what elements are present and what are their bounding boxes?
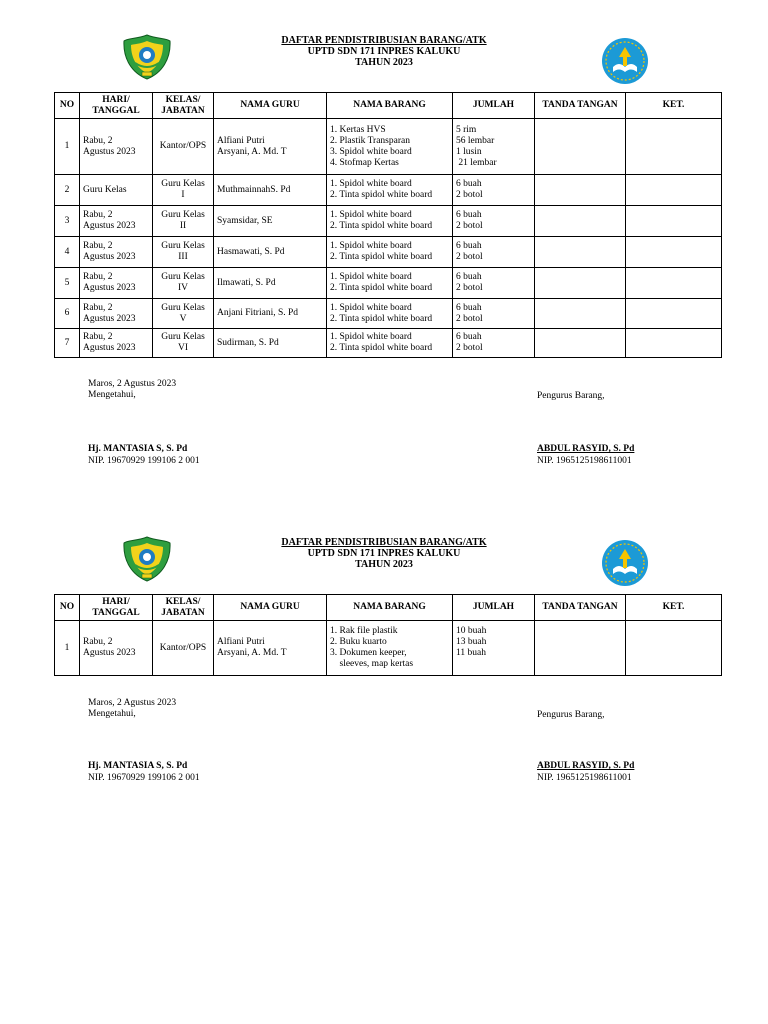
headmaster-nip: NIP. 19670929 199106 2 001	[88, 773, 200, 783]
cell-guru: MuthmainnahS. Pd	[214, 175, 327, 206]
cell-date: Rabu, 2 Agustus 2023	[80, 119, 153, 175]
cell-qty: 6 buah 2 botol	[453, 299, 535, 329]
distribution-table-1	[54, 92, 722, 358]
cell-kelas: Guru Kelas II	[153, 206, 214, 237]
custodian-nip: NIP. 1965125198611001	[537, 773, 632, 783]
cell-ket	[626, 206, 722, 237]
title-line-2: UPTD SDN 171 INPRES KALUKU	[307, 46, 461, 57]
cell-items: 1. Spidol white board 2. Tinta spidol white board	[327, 206, 453, 237]
cell-qty: 6 buah 2 botol	[453, 237, 535, 268]
cell-qty: 6 buah 2 botol	[453, 175, 535, 206]
cell-no: 3	[55, 206, 80, 237]
header-no: NO	[55, 93, 80, 119]
table-row	[55, 329, 722, 358]
cell-items: 1. Spidol white board 2. Tinta spidol white board	[327, 299, 453, 329]
title-line-3: TAHUN 2023	[355, 559, 413, 570]
header-ket: KET.	[626, 93, 722, 119]
cell-date: Rabu, 2 Agustus 2023	[80, 299, 153, 329]
document-title	[0, 35, 768, 68]
header-nama-barang: NAMA BARANG	[327, 93, 453, 119]
title-line-1: DAFTAR PENDISTRIBUSIAN BARANG/ATK	[281, 35, 487, 46]
pengurus-label: Pengurus Barang,	[537, 391, 605, 401]
cell-guru: Syamsidar, SE	[214, 206, 327, 237]
cell-no: 1	[55, 621, 80, 676]
tut-wuri-handayani-icon	[601, 539, 649, 587]
cell-items: 1. Spidol white board 2. Tinta spidol white board	[327, 329, 453, 358]
header-nama-guru: NAMA GURU	[214, 595, 327, 621]
cell-signature	[535, 175, 626, 206]
title-line-3: TAHUN 2023	[355, 57, 413, 68]
tut-wuri-handayani-icon	[601, 37, 649, 85]
cell-ket	[626, 237, 722, 268]
cell-kelas: Kantor/OPS	[153, 621, 214, 676]
cell-qty: 6 buah 2 botol	[453, 206, 535, 237]
cell-ket	[626, 175, 722, 206]
cell-signature	[535, 206, 626, 237]
pengurus-label: Pengurus Barang,	[537, 710, 605, 720]
title-line-1: DAFTAR PENDISTRIBUSIAN BARANG/ATK	[281, 537, 487, 548]
table-header-row	[55, 93, 722, 119]
custodian-name: ABDUL RASYID, S. Pd	[537, 444, 635, 454]
cell-items: 1. Spidol white board 2. Tinta spidol white board	[327, 175, 453, 206]
headmaster-name: Hj. MANTASIA S, S. Pd	[88, 761, 188, 771]
cell-guru: Anjani Fitriani, S. Pd	[214, 299, 327, 329]
table-row	[55, 175, 722, 206]
table-header-row	[55, 595, 722, 621]
header-jumlah: JUMLAH	[453, 93, 535, 119]
document-title	[0, 537, 768, 570]
cell-kelas: Kantor/OPS	[153, 119, 214, 175]
cell-date: Rabu, 2 Agustus 2023	[80, 206, 153, 237]
header-jumlah: JUMLAH	[453, 595, 535, 621]
cell-signature	[535, 119, 626, 175]
cell-guru: Sudirman, S. Pd	[214, 329, 327, 358]
cell-kelas: Guru Kelas VI	[153, 329, 214, 358]
headmaster-nip: NIP. 19670929 199106 2 001	[88, 456, 200, 466]
cell-qty: 6 buah 2 botol	[453, 329, 535, 358]
table-row	[55, 119, 722, 175]
custodian-nip: NIP. 1965125198611001	[537, 456, 632, 466]
cell-ket	[626, 119, 722, 175]
header-tanda-tangan: TANDA TANGAN	[535, 93, 626, 119]
header-kelas-jabatan: KELAS/ JABATAN	[153, 93, 214, 119]
cell-items: 1. Rak file plastik 2. Buku kuarto 3. Dokumen keeper, sleeves, map kertas	[327, 621, 453, 676]
cell-date: Guru Kelas	[80, 175, 153, 206]
cell-signature	[535, 237, 626, 268]
table-row	[55, 621, 722, 676]
cell-ket	[626, 299, 722, 329]
cell-signature	[535, 621, 626, 676]
mengetahui-label: Mengetahui,	[88, 390, 136, 400]
cell-items: 1. Kertas HVS 2. Plastik Transparan 3. Spidol white board 4. Stofmap Kertas	[327, 119, 453, 175]
header-nama-barang: NAMA BARANG	[327, 595, 453, 621]
distribution-table-2	[54, 594, 722, 676]
cell-date: Rabu, 2 Agustus 2023	[80, 329, 153, 358]
header-hari-tanggal: HARI/ TANGGAL	[80, 93, 153, 119]
place-date: Maros, 2 Agustus 2023	[88, 698, 177, 708]
cell-kelas: Guru Kelas V	[153, 299, 214, 329]
header-nama-guru: NAMA GURU	[214, 93, 327, 119]
headmaster-name: Hj. MANTASIA S, S. Pd	[88, 444, 188, 454]
cell-kelas: Guru Kelas I	[153, 175, 214, 206]
cell-guru: Ilmawati, S. Pd	[214, 268, 327, 299]
cell-guru: Alfiani Putri Arsyani, A. Md. T	[214, 621, 327, 676]
cell-no: 5	[55, 268, 80, 299]
header-kelas-jabatan: KELAS/ JABATAN	[153, 595, 214, 621]
cell-ket	[626, 268, 722, 299]
header-hari-tanggal: HARI/ TANGGAL	[80, 595, 153, 621]
cell-guru: Alfiani Putri Arsyani, A. Md. T	[214, 119, 327, 175]
header-tanda-tangan: TANDA TANGAN	[535, 595, 626, 621]
table-row	[55, 299, 722, 329]
cell-qty: 5 rim 56 lembar 1 lusin 21 lembar	[453, 119, 535, 175]
cell-no: 4	[55, 237, 80, 268]
title-line-2: UPTD SDN 171 INPRES KALUKU	[307, 548, 461, 559]
mengetahui-label: Mengetahui,	[88, 709, 136, 719]
cell-kelas: Guru Kelas III	[153, 237, 214, 268]
cell-items: 1. Spidol white board 2. Tinta spidol white board	[327, 268, 453, 299]
header-ket: KET.	[626, 595, 722, 621]
cell-qty: 6 buah 2 botol	[453, 268, 535, 299]
cell-no: 2	[55, 175, 80, 206]
cell-date: Rabu, 2 Agustus 2023	[80, 268, 153, 299]
cell-date: Rabu, 2 Agustus 2023	[80, 621, 153, 676]
cell-signature	[535, 329, 626, 358]
cell-no: 6	[55, 299, 80, 329]
cell-qty: 10 buah 13 buah 11 buah	[453, 621, 535, 676]
cell-items: 1. Spidol white board 2. Tinta spidol white board	[327, 237, 453, 268]
cell-kelas: Guru Kelas IV	[153, 268, 214, 299]
custodian-name: ABDUL RASYID, S. Pd	[537, 761, 635, 771]
header-no: NO	[55, 595, 80, 621]
table-row	[55, 237, 722, 268]
cell-ket	[626, 621, 722, 676]
place-date: Maros, 2 Agustus 2023	[88, 379, 177, 389]
cell-signature	[535, 299, 626, 329]
cell-ket	[626, 329, 722, 358]
table-row	[55, 268, 722, 299]
table-row	[55, 206, 722, 237]
cell-date: Rabu, 2 Agustus 2023	[80, 237, 153, 268]
cell-guru: Hasmawati, S. Pd	[214, 237, 327, 268]
cell-no: 1	[55, 119, 80, 175]
cell-signature	[535, 268, 626, 299]
cell-no: 7	[55, 329, 80, 358]
